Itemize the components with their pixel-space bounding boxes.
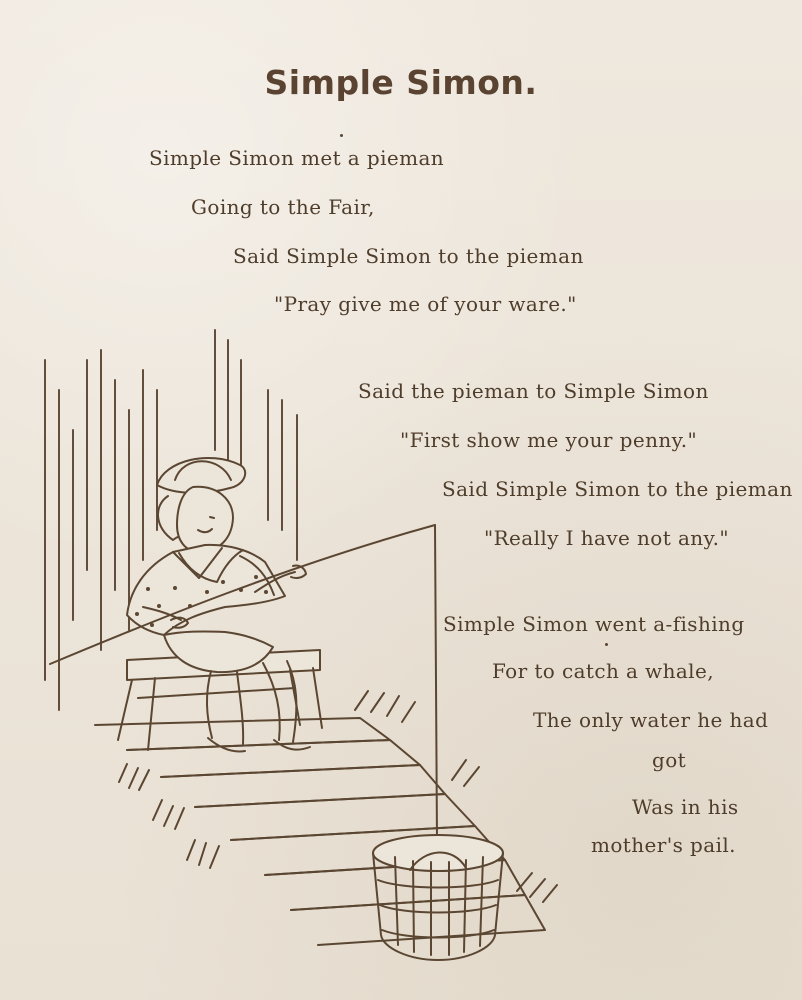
verse-2-line-2: "First show me your penny."	[400, 428, 698, 452]
verse-3-line-5: Was in his	[632, 795, 739, 819]
verse-1-line-2: Going to the Fair,	[191, 195, 375, 219]
verse-2-line-4: "Really I have not any."	[484, 526, 729, 550]
ink-dot	[605, 643, 608, 646]
boy-fishing-illustration	[35, 320, 575, 970]
verse-2-line-1: Said the pieman to Simple Simon	[358, 379, 709, 403]
verse-3-line-3: The only water he had	[533, 708, 769, 732]
page-title: Simple Simon.	[264, 63, 538, 102]
verse-3-line-2: For to catch a whale,	[492, 659, 714, 683]
ink-dot	[340, 134, 343, 137]
verse-2-line-3: Said Simple Simon to the pieman	[442, 477, 793, 501]
stone-steps	[95, 718, 545, 945]
verse-1-line-4: "Pray give me of your ware."	[274, 292, 577, 316]
verse-3-line-1: Simple Simon went a-fishing	[443, 612, 745, 636]
verse-1-line-1: Simple Simon met a pieman	[149, 146, 445, 170]
verse-3-line-4: got	[652, 748, 687, 772]
verse-1-line-3: Said Simple Simon to the pieman	[233, 244, 584, 268]
verse-3-line-6: mother's pail.	[591, 833, 736, 857]
